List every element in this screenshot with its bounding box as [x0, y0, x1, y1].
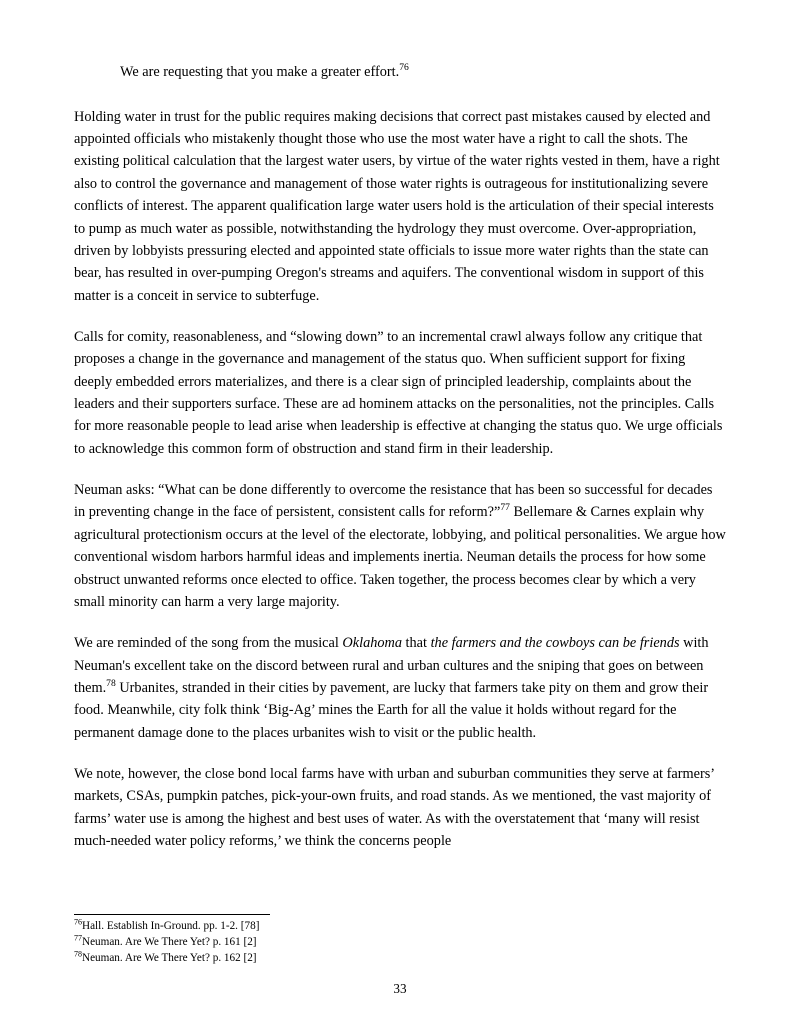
footnote-text-77: Neuman. Are We There Yet? p. 161 [2] [82, 936, 257, 949]
footnote-item-76 [74, 919, 724, 935]
paragraph-text-cont-2: with Neuman's excellent take on the discord between rural and urban cultures and the sniping that goes on between them. [74, 635, 709, 696]
footnote-marker-76: 76 [74, 917, 82, 927]
footnote-ref-76[interactable]: 76 [399, 62, 409, 74]
page-number: 33 [393, 981, 407, 996]
paragraph-text: Neuman asks: “What can be done differently to overcome the resistance that has been so successful for decades in preventing change in the face of persistent, consistent calls for reform?” [74, 482, 713, 521]
paragraph-text: Holding water in trust for the public requires making decisions that correct past mistakes caused by elected and appointed officials who mistakenly thought those who use the most water have a right to call the shots. The existing political calculation that the largest water users, by virtue of the water rights vested in them, have a right also to control the governance and management of those water rights is outrageous for institutionalizing severe conflicts of interest. The apparent qualification large water users hold is the articulation of their special interests to pump as much water as possible, notwithstanding the hydrology they must overcome. Over-appropriation, driven by lobbyists pressuring elected and appointed state officials to issue more water rights than the state can bear, has resulted in over-pumping Oregon's streams and aquifers. The conventional wisdom in support of this matter is a conceit in service to subterfuge. [74, 108, 720, 304]
paragraph-neuman-asks [74, 479, 726, 613]
paragraph-text: We note, however, the close bond local farms have with urban and suburban communities they serve at farmers’ markets, CSAs, pumpkin patches, pick-your-own fruits, and road stands. As we mentioned, the vast majority of farms’ water use is among the highest and best uses of water. As with the overstatement that ‘many will resist much-needed water policy reforms,’ we think the concerns people [74, 766, 714, 850]
song-lyric-quote: the farmers and the cowboys can be friends [430, 635, 680, 652]
paragraph-text: We are reminded of the song from the musical [74, 635, 343, 652]
paragraph-text: Calls for comity, reasonableness, and “slowing down” to an incremental crawl always follow any critique that proposes a change in the governance and management of the status quo. When sufficient support for fixing deeply embedded errors materializes, and there is a clear sign of principled leadership, complaints about the leaders and their supporters surface. These are ad hominem attacks on the personalities, not the principles. Calls for more reasonable people to lead arise when leadership is effective at changing the status quo. We urge officials to acknowledge this common form of obstruction and stand firm in their leadership. [74, 328, 723, 457]
footnote-section [74, 914, 724, 967]
paragraph-calls-for-comity [74, 326, 726, 460]
footnote-separator-rule [74, 914, 270, 915]
footnote-text-78: Neuman. Are We There Yet? p. 162 [2] [82, 952, 257, 965]
musical-title: Oklahoma [342, 635, 402, 652]
footnote-marker-77: 77 [74, 933, 82, 943]
footnote-text-76: Hall. Establish In-Ground. pp. 1-2. [78] [82, 920, 260, 933]
footnote-ref-78[interactable]: 78 [106, 678, 116, 690]
epigraph-text: We are requesting that you make a greater effort. [120, 64, 400, 80]
paragraph-text-cont: Bellemare & Carnes explain why agricultural protectionism occurs at the level of the electorate, lobbying, and political personalities. We argue how conventional wisdom harbors harmful ideas and implements inertia. Neuman details the process for how some obstruct unwanted reforms once elected to office. Taken together, the process becomes clear by which a very small minority can harm a very large majority. [74, 504, 726, 610]
paragraph-text-cont-3: Urbanites, stranded in their cities by pavement, are lucky that farmers take pity on them and grow their food. Meanwhile, city folk think ‘Big-Ag’ mines the Earth for all the value it holds without regard for the permanent damage done to the places urbanites wish to visit or the public health. [74, 679, 709, 741]
footnote-item-78 [74, 951, 724, 967]
footnote-ref-77[interactable]: 77 [500, 502, 510, 514]
paragraph-oklahoma-song [74, 632, 726, 744]
paragraph-text-cont: that [401, 635, 431, 652]
footnote-marker-78: 78 [74, 949, 82, 959]
paragraph-close-bond [74, 763, 726, 852]
epigraph-line [74, 62, 726, 84]
paragraph-holding-water [74, 106, 726, 307]
footnote-item-77 [74, 935, 724, 951]
